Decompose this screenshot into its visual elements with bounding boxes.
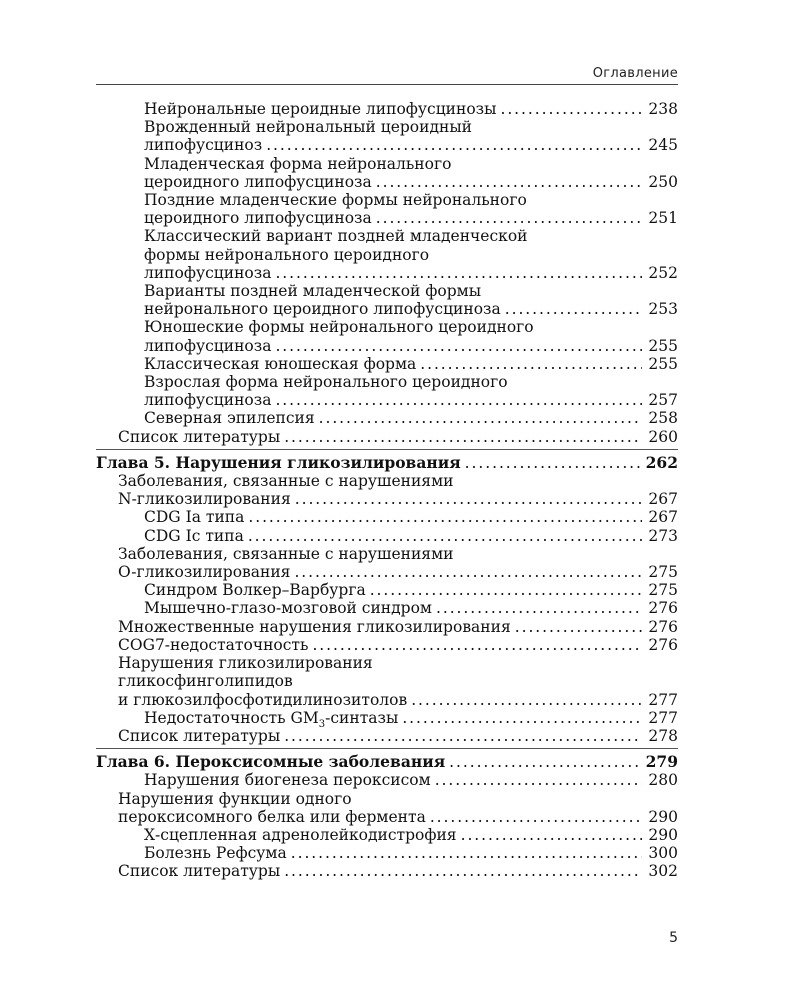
toc-entry[interactable] bbox=[144, 155, 678, 191]
toc-entry[interactable] bbox=[118, 862, 678, 880]
toc-page-number: 250 bbox=[648, 172, 678, 191]
toc-entry-title-line: липофусциноза bbox=[144, 336, 272, 355]
toc-entry[interactable] bbox=[118, 790, 678, 826]
toc-page-number: 262 bbox=[645, 452, 678, 472]
running-head: Оглавление bbox=[592, 66, 678, 81]
dot-leader bbox=[515, 618, 642, 636]
toc-entry-title-line: Врожденный нейрональный цероидный bbox=[144, 118, 473, 137]
dot-leader bbox=[275, 264, 642, 282]
table-of-contents bbox=[96, 100, 678, 881]
toc-entry-title-line: Варианты поздней младенческой формы bbox=[144, 282, 482, 301]
dot-leader bbox=[449, 753, 641, 771]
toc-page-number: 300 bbox=[648, 844, 678, 863]
toc-page-number: 276 bbox=[648, 599, 678, 618]
toc-entry[interactable] bbox=[144, 581, 678, 599]
toc-entry-title-line: и глюкозилфосфотидилинозитолов bbox=[118, 690, 408, 709]
toc-page-number: 251 bbox=[648, 209, 678, 228]
toc-page-number: 280 bbox=[648, 771, 678, 790]
toc-entry-title-line: Юношеские формы нейронального цероидного bbox=[144, 318, 534, 337]
dot-leader bbox=[505, 300, 642, 318]
dot-leader bbox=[248, 508, 642, 526]
toc-page-number: 290 bbox=[648, 825, 678, 844]
toc-entry-title-line: CDG Ia типа bbox=[144, 508, 245, 527]
toc-entry-title-line: пероксисомного белка или фермента bbox=[118, 807, 426, 826]
toc-entry-title-line: N-гликозилирования bbox=[118, 490, 291, 509]
toc-entry[interactable] bbox=[118, 545, 678, 581]
toc-entry-title-line: липофусциноза bbox=[144, 263, 272, 282]
toc-entry-title-line: нейронального цероидного липофусциноза bbox=[144, 300, 501, 319]
dot-leader bbox=[430, 808, 642, 826]
dot-leader bbox=[370, 581, 642, 599]
dot-leader bbox=[291, 844, 642, 862]
toc-entry[interactable] bbox=[118, 472, 678, 508]
dot-leader bbox=[248, 527, 642, 545]
dot-leader bbox=[312, 636, 642, 654]
toc-entry[interactable] bbox=[144, 527, 678, 545]
toc-page-number: 255 bbox=[648, 354, 678, 373]
toc-page-number: 278 bbox=[648, 726, 678, 745]
toc-entry-title-line: Недостаточность $GM_3$-синтазы bbox=[144, 708, 399, 730]
dot-leader bbox=[294, 563, 642, 581]
toc-chapter-entry[interactable] bbox=[96, 454, 678, 472]
toc-page-number: 260 bbox=[648, 427, 678, 446]
toc-entry-title-line: CDG Ic типа bbox=[144, 526, 244, 545]
dot-leader bbox=[461, 826, 642, 844]
toc-entry-title-line: Синдром Волкер–Варбурга bbox=[144, 581, 366, 600]
toc-page-number: 275 bbox=[648, 563, 678, 582]
toc-page-number: 290 bbox=[648, 807, 678, 826]
toc-entry-title-line: Список литературы bbox=[118, 427, 281, 446]
toc-entry[interactable] bbox=[144, 508, 678, 526]
toc-entry[interactable] bbox=[144, 318, 678, 354]
dot-leader bbox=[275, 337, 642, 355]
toc-entry-title-line: Мышечно-глазо-мозговой синдром bbox=[144, 599, 432, 618]
dot-leader bbox=[420, 355, 642, 373]
toc-page-number: 276 bbox=[648, 635, 678, 654]
toc-page-number: 253 bbox=[648, 300, 678, 319]
toc-entry-title-line: O-гликозилирования bbox=[118, 563, 291, 582]
toc-entry[interactable] bbox=[144, 844, 678, 862]
toc-entry-title-line: Множественные нарушения гликозилирования bbox=[118, 617, 511, 636]
toc-entry-title-line: COG7-недостаточность bbox=[118, 635, 309, 654]
dot-leader bbox=[411, 691, 642, 709]
toc-entry-title-line: формы нейронального цероидного bbox=[144, 245, 430, 264]
toc-page-number: 252 bbox=[648, 263, 678, 282]
toc-entry[interactable] bbox=[144, 373, 678, 409]
toc-page-number: 279 bbox=[645, 752, 678, 772]
toc-entry-title-line: липофусциноза bbox=[144, 391, 272, 410]
toc-entry[interactable] bbox=[118, 618, 678, 636]
chapter-rule bbox=[96, 748, 678, 749]
toc-entry-title-line: Глава 5. Нарушения гликозилирования bbox=[96, 452, 461, 472]
dot-leader bbox=[275, 391, 642, 409]
toc-page-number: 255 bbox=[648, 336, 678, 355]
toc-entry-title-line: цероидного липофусциноза bbox=[144, 209, 372, 228]
toc-entry-title-line: Глава 6. Пероксисомные заболевания bbox=[96, 752, 446, 772]
dot-leader bbox=[376, 173, 642, 191]
toc-page-number: 302 bbox=[648, 862, 678, 881]
toc-entry[interactable] bbox=[144, 227, 678, 282]
toc-entry[interactable] bbox=[144, 708, 678, 730]
toc-entry[interactable] bbox=[144, 100, 678, 118]
toc-entry-title-line: Поздние младенческие формы нейронального bbox=[144, 191, 527, 210]
dot-leader bbox=[435, 771, 642, 789]
toc-entry[interactable] bbox=[144, 282, 678, 318]
toc-entry-title-line: Нарушения функции одного bbox=[118, 789, 352, 808]
toc-page-number: 275 bbox=[648, 581, 678, 600]
toc-entry[interactable] bbox=[144, 599, 678, 617]
dot-leader bbox=[319, 409, 642, 427]
toc-entry-title-line: гликосфинголипидов bbox=[118, 672, 293, 691]
toc-entry[interactable] bbox=[144, 826, 678, 844]
toc-page-number: 267 bbox=[648, 508, 678, 527]
toc-entry[interactable] bbox=[144, 191, 678, 227]
dot-leader bbox=[436, 599, 642, 617]
toc-entry-title-line: Список литературы bbox=[118, 726, 281, 745]
toc-entry-title-line: Классическая юношеская форма bbox=[144, 354, 417, 373]
toc-page-number: 277 bbox=[648, 708, 678, 727]
toc-entry-title-line: липофусциноз bbox=[144, 136, 263, 155]
toc-page-number: 273 bbox=[648, 526, 678, 545]
dot-leader bbox=[376, 209, 642, 227]
toc-entry-title-line: Болезнь Рефсума bbox=[144, 844, 287, 863]
dot-leader bbox=[284, 727, 642, 745]
toc-entry[interactable] bbox=[144, 355, 678, 373]
chapter-rule bbox=[96, 449, 678, 450]
toc-entry[interactable] bbox=[118, 654, 678, 709]
page-number: 5 bbox=[669, 930, 678, 946]
toc-entry-title-line: Заболевания, связанные с нарушениями bbox=[118, 544, 454, 563]
dot-leader bbox=[295, 490, 642, 508]
dot-leader bbox=[266, 136, 642, 154]
toc-entry-title-line: Младенческая форма нейронального bbox=[144, 154, 452, 173]
toc-entry-title-line: Х-сцепленная адренолейкодистрофия bbox=[144, 825, 457, 844]
toc-entry[interactable] bbox=[118, 428, 678, 446]
toc-entry[interactable] bbox=[118, 636, 678, 654]
toc-entry-title-line: Взрослая форма нейронального цероидного bbox=[144, 373, 508, 392]
dot-leader bbox=[402, 709, 642, 727]
toc-entry[interactable] bbox=[144, 118, 678, 154]
toc-page-number: 257 bbox=[648, 391, 678, 410]
toc-page-number: 238 bbox=[648, 100, 678, 118]
dot-leader bbox=[284, 862, 642, 880]
toc-page-number: 267 bbox=[648, 490, 678, 509]
toc-page-number: 276 bbox=[648, 617, 678, 636]
toc-entry-title-line: Северная эпилепсия bbox=[144, 409, 315, 428]
header-rule bbox=[96, 84, 678, 85]
toc-entry-title-line: Заболевания, связанные с нарушениями bbox=[118, 472, 454, 491]
toc-page-number: 277 bbox=[648, 690, 678, 709]
toc-entry-title-line: Нарушения гликозилирования bbox=[118, 654, 373, 673]
dot-leader bbox=[500, 100, 642, 118]
toc-entry-title-line: Нарушения биогенеза пероксисом bbox=[144, 771, 431, 790]
dot-leader bbox=[284, 428, 642, 446]
toc-entry-title-line: Список литературы bbox=[118, 862, 281, 881]
toc-entry-title-line: цероидного липофусциноза bbox=[144, 172, 372, 191]
toc-entry-title-line: Нейрональные цероидные липофусцинозы bbox=[144, 100, 497, 118]
toc-chapter-entry[interactable] bbox=[96, 753, 678, 771]
toc-entry[interactable] bbox=[144, 771, 678, 789]
dot-leader bbox=[465, 454, 642, 472]
toc-page-number: 245 bbox=[648, 136, 678, 155]
toc-entry[interactable] bbox=[144, 409, 678, 427]
toc-entry-title-line: Классический вариант поздней младенческой bbox=[144, 227, 528, 246]
toc-page-number: 258 bbox=[648, 409, 678, 428]
toc-entry[interactable] bbox=[118, 727, 678, 745]
